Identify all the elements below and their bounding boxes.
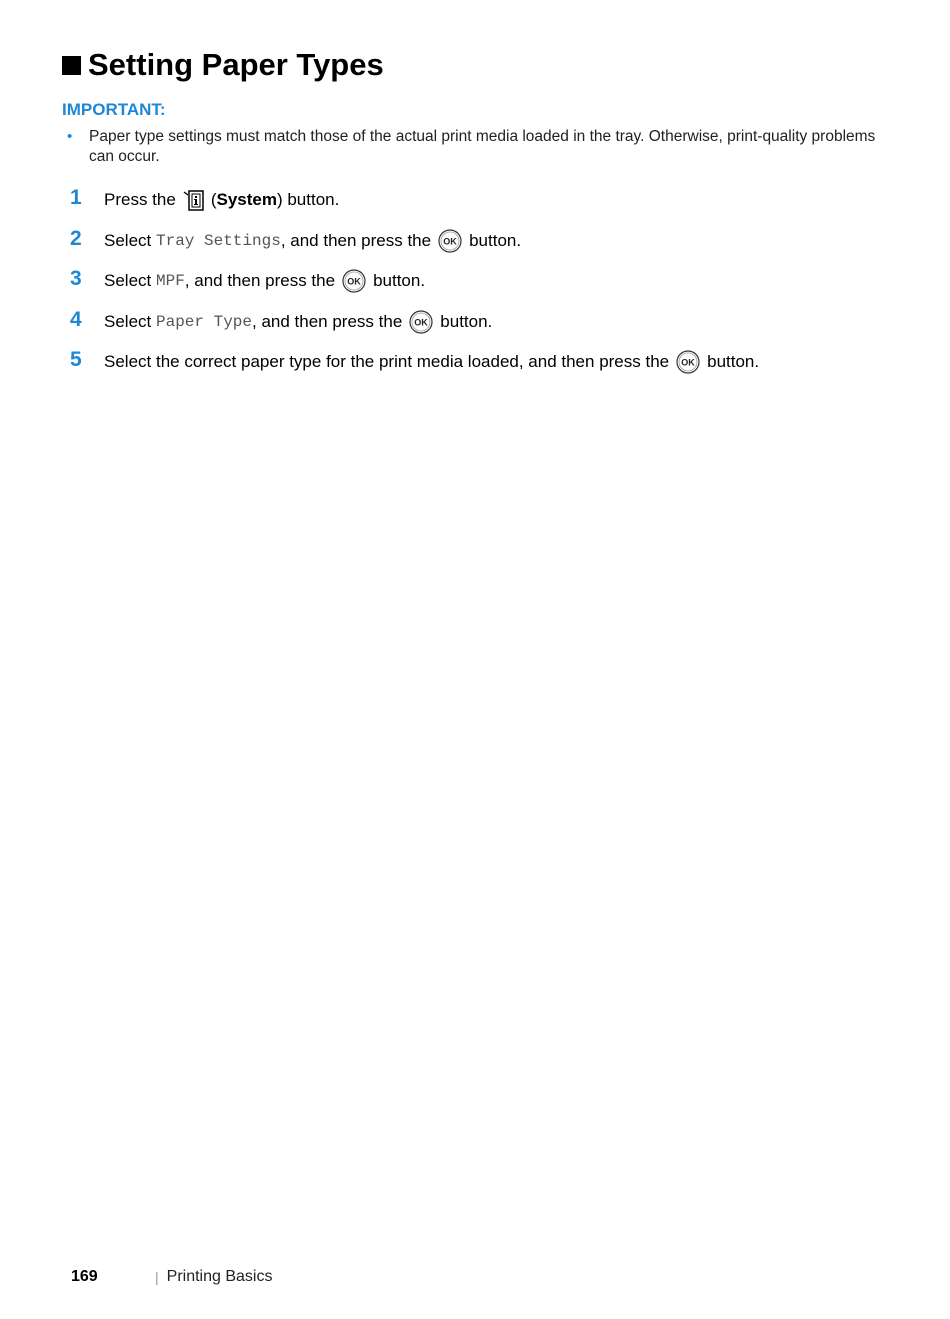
step-text-post: ) button.: [276, 190, 340, 209]
footer-divider: |: [155, 1269, 159, 1285]
step-text: [104, 186, 339, 214]
step-5: [62, 346, 902, 387]
system-button-icon: [182, 188, 206, 212]
important-note-text: Paper type settings must match those of the actual print media loaded in the tray. Otherwise, print-quality problems can occur.: [89, 128, 876, 165]
step-text: [104, 267, 425, 295]
svg-text:OK: OK: [681, 357, 695, 368]
step-number: 4: [70, 307, 82, 331]
step-text-mid: , and then press the: [280, 230, 432, 250]
step-3: [62, 265, 902, 306]
step-text-pre: Press the: [104, 190, 176, 209]
step-text-post: button.: [440, 311, 493, 331]
step-text-pre: Select: [104, 230, 152, 250]
page-number: 169: [71, 1268, 98, 1285]
step-number: 2: [70, 226, 82, 250]
bullet-icon: •: [67, 128, 73, 145]
step-list: [62, 184, 902, 387]
svg-text:OK: OK: [347, 276, 361, 287]
step-number: 5: [70, 348, 82, 371]
step-2: [62, 225, 902, 266]
menu-item-name: Tray Settings: [155, 231, 281, 250]
step-1: [62, 184, 902, 225]
step-text: [104, 227, 521, 255]
menu-item-name: MPF: [155, 272, 185, 290]
menu-item-name: Paper Type: [155, 312, 252, 331]
step-text-post: button.: [373, 271, 426, 290]
step-text-paren: (: [210, 190, 217, 209]
page-heading: [62, 44, 384, 86]
ok-button-icon: [438, 229, 462, 253]
svg-text:OK: OK: [414, 317, 429, 327]
step-text-mid: , and then press the: [184, 271, 336, 290]
step-text-post: button.: [707, 352, 760, 371]
step-text-pre: Select: [104, 271, 152, 290]
important-label: IMPORTANT:: [62, 100, 166, 119]
important-note-item: [62, 127, 882, 167]
ok-button-icon: [676, 350, 700, 374]
ok-button-icon: [409, 310, 433, 334]
step-number: 3: [70, 267, 82, 290]
ok-button-icon: [342, 269, 366, 293]
svg-text:OK: OK: [443, 236, 457, 246]
important-notes: [62, 127, 882, 167]
step-text-post: button.: [469, 230, 522, 250]
section-name: Printing Basics: [166, 1268, 273, 1285]
step-text-pre: Select the correct paper type for the print media loaded, and then press the: [104, 352, 670, 371]
step-text-pre: Select: [104, 311, 152, 331]
system-button-label: System: [216, 190, 277, 209]
step-text: [104, 348, 759, 376]
heading-square-icon: [62, 56, 81, 75]
page-title: Setting Paper Types: [88, 47, 384, 82]
step-number: 1: [70, 186, 82, 209]
step-4: [62, 306, 902, 347]
step-text: [104, 308, 492, 336]
step-text-mid: , and then press the: [252, 311, 403, 331]
page-footer: [71, 1266, 272, 1288]
